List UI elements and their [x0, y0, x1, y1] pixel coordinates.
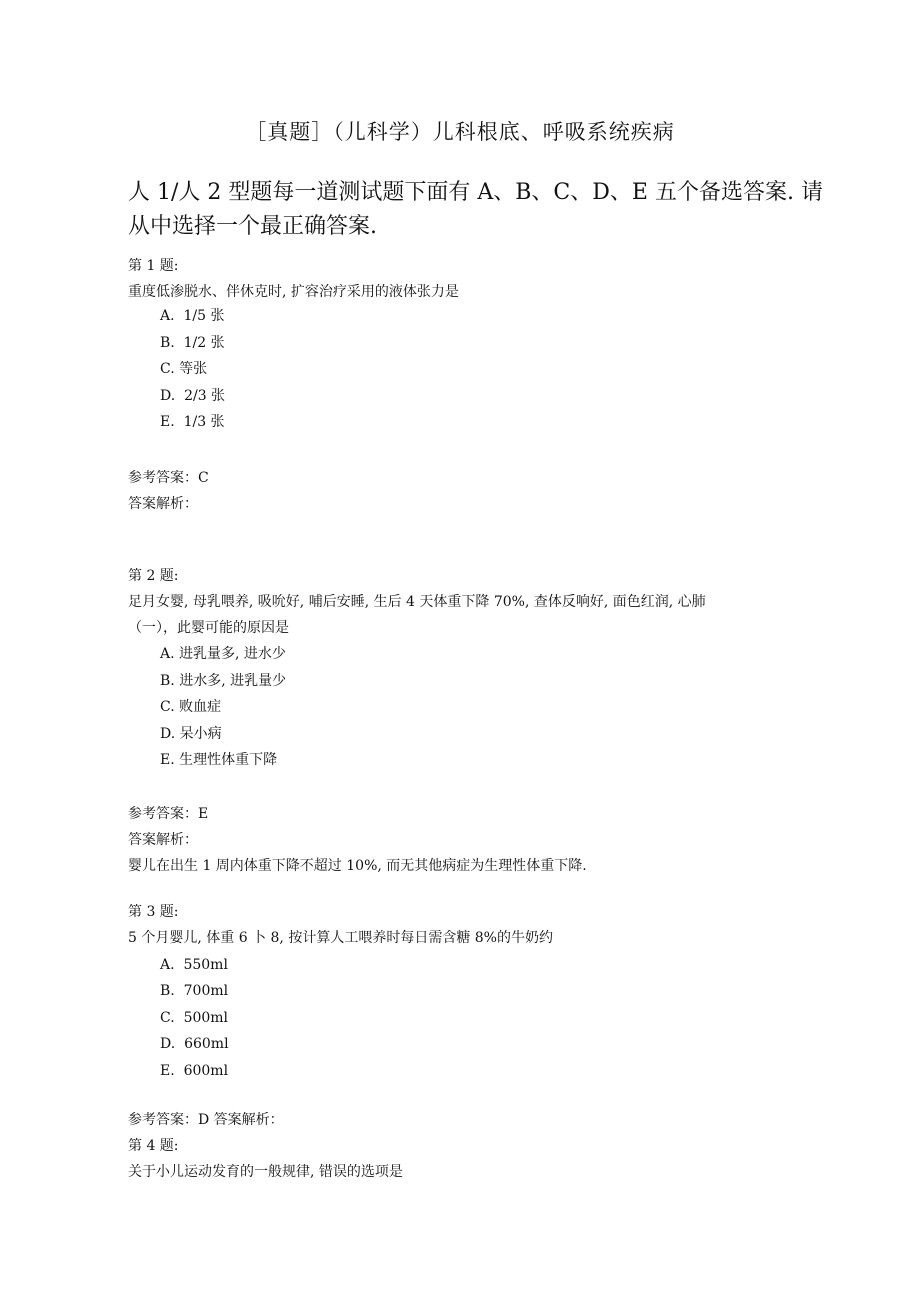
instruction-line-2: 从中选择一个最正确答案.: [128, 214, 377, 239]
question-2-analysis-text: 婴儿在出生 1 周内体重下降不超过 10%, 而无其他病症为生理性体重下降.: [128, 858, 587, 874]
question-1-option-c: C. 等张: [160, 361, 208, 377]
question-3-option-b: B. 700ml: [160, 983, 229, 999]
question-2-option-a: A. 进乳量多, 进水少: [160, 646, 286, 662]
question-1-analysis-label: 答案解析：: [128, 496, 198, 512]
question-1-option-a: A. 1/5 张: [160, 308, 225, 324]
question-4-stem: 关于小儿运动发育的一般规律, 错误的选项是: [128, 1164, 403, 1180]
question-2-option-b: B. 进水多, 进乳量少: [160, 673, 287, 689]
question-3-number: 第 3 题:: [128, 904, 179, 920]
question-2-option-e: E. 生理性体重下降: [160, 752, 278, 768]
instruction-line-1: 人 1/人 2 型题每一道测试题下面有 A、B、C、D、E 五个备选答案. 请: [128, 180, 823, 205]
question-1-number: 第 1 题:: [128, 258, 179, 274]
question-1-option-d: D. 2/3 张: [160, 388, 226, 404]
question-1-option-e: E. 1/3 张: [160, 414, 225, 430]
question-3-option-c: C. 500ml: [160, 1010, 229, 1026]
question-3-stem: 5 个月婴儿, 体重 6 卜 8, 按计算人工喂养时每日需含糖 8%的牛奶约: [128, 930, 553, 946]
question-1-option-b: B. 1/2 张: [160, 335, 225, 351]
question-4-number: 第 4 题:: [128, 1138, 179, 1154]
question-2-analysis-label: 答案解析：: [128, 832, 198, 848]
question-2-number: 第 2 题:: [128, 568, 179, 584]
question-2-option-d: D. 呆小病: [160, 726, 222, 742]
question-2-stem-line-2: （一），此婴可能的原因是: [128, 620, 289, 636]
question-2-stem-line-1: 足月女婴, 母乳喂养, 吸吮好, 哺后安睡, 生后 4 天体重下降 70%, 查体反响好, 面色红润, 心肺: [128, 594, 706, 610]
question-1-stem: 重度低渗脱水、伴休克时, 扩容治疗采用的液体张力是: [128, 284, 459, 300]
question-3-option-a: A. 550ml: [160, 957, 228, 973]
question-3-answer-and-analysis: 参考答案：D 答案解析：: [128, 1112, 284, 1128]
question-3-option-e: E. 600ml: [160, 1063, 229, 1079]
question-2-answer: 参考答案：E: [128, 806, 209, 822]
page-title: ［真题］（儿科学）儿科根底、呼吸系统疾病: [245, 120, 675, 144]
question-2-option-c: C. 败血症: [160, 699, 222, 715]
question-1-answer: 参考答案：C: [128, 470, 209, 486]
question-3-option-d: D. 660ml: [160, 1036, 229, 1052]
